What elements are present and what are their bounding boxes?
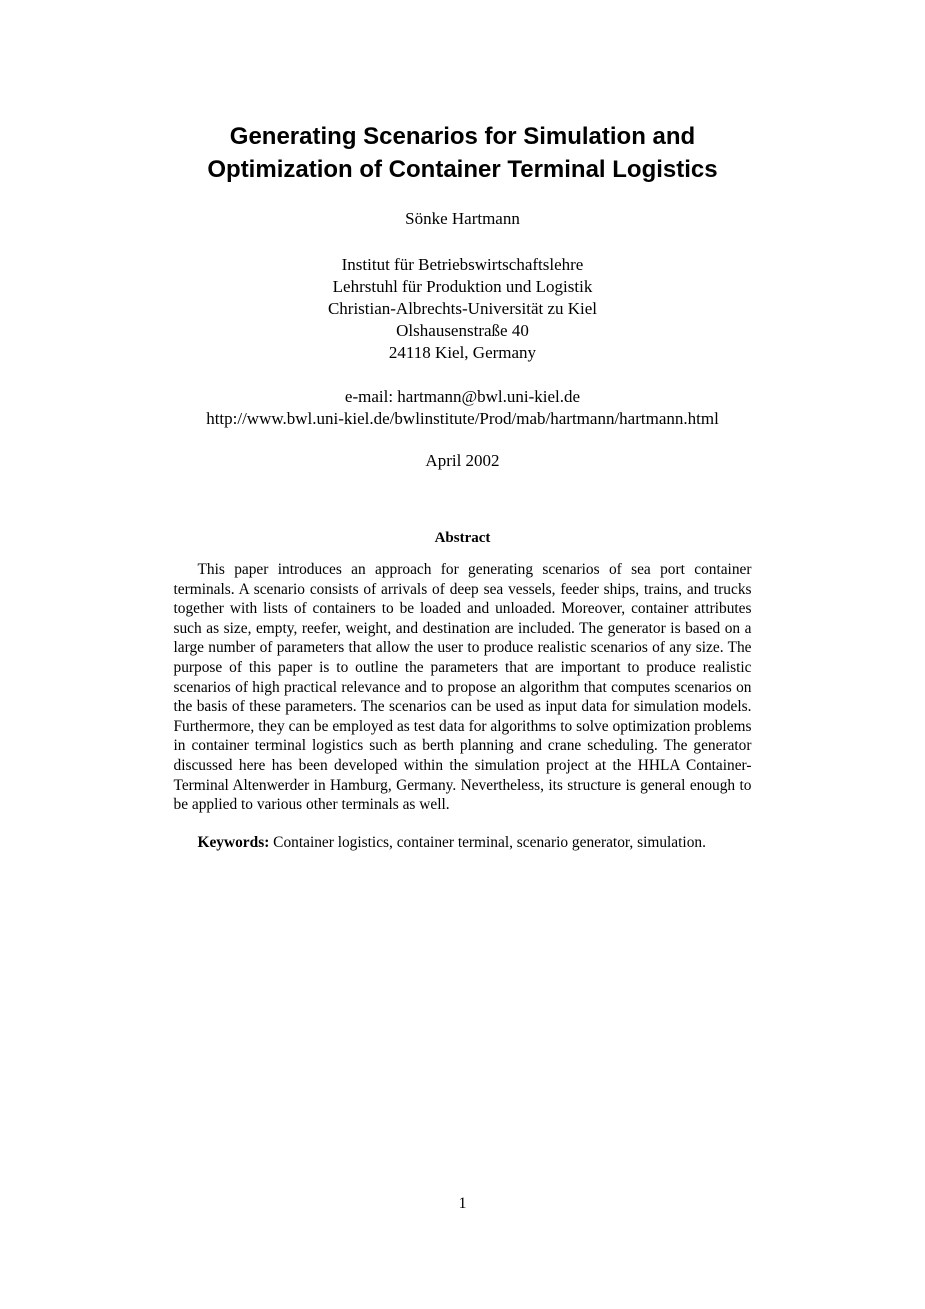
keywords-line (174, 833, 752, 853)
paper-title-line-2: Optimization of Container Terminal Logistics (207, 156, 718, 183)
contact-email: e-mail: hartmann@bwl.uni-kiel.de (344, 387, 581, 406)
keywords-label: Keywords: (197, 833, 270, 851)
affiliation-city: 24118 Kiel, Germany (388, 343, 537, 362)
contact-block (0, 386, 925, 430)
affiliation-chair: Lehrstuhl für Produktion und Logistik (332, 277, 593, 296)
affiliation-block (0, 254, 925, 364)
abstract-heading: Abstract (434, 530, 491, 546)
keywords-text: Container logistics, container terminal, scenario generator, simulation. (269, 833, 706, 851)
page-number: 1 (458, 1195, 467, 1212)
abstract-text: This paper introduces an approach for generating scenarios of sea port container terminals. A scenario consists of arrivals of deep sea vessels, feeder ships, trains, and trucks together with lists of containers to be loaded and unloaded. Moreover, container attributes such as size, empty, reefer, weight, and destination are included. The generator is based on a large number of parameters that allow the user to produce realistic scenarios of any size. The purpose of this paper is to outline the parameters that are important to produce realistic scenarios of high practical relevance and to propose an algorithm that computes scenarios on the basis of these parameters. The scenarios can be used as input data for simulation models. Furthermore, they can be employed as test data for algorithms to solve optimization problems in container terminal logistics such as berth planning and crane scheduling. The generator discussed here has been developed within the simulation project at the HHLA Container-Terminal Altenwerder in Hamburg, Germany. Nevertheless, its structure is general enough to be applied to various other terminals as well. (173, 561, 752, 814)
paper-title-line-1: Generating Scenarios for Simulation and (229, 123, 696, 150)
paper-date: April 2002 (425, 451, 500, 470)
affiliation-university: Christian-Albrechts-Universität zu Kiel (327, 299, 598, 318)
paper-title (0, 0, 925, 186)
affiliation-institute: Institut für Betriebswirtschaftslehre (341, 255, 584, 274)
contact-url: http://www.bwl.uni-kiel.de/bwlinstitute/Prod/mab/hartmann/hartmann.html (206, 409, 719, 428)
affiliation-street: Olshausenstraße 40 (396, 321, 529, 340)
author-name: Sönke Hartmann (405, 209, 520, 228)
abstract-section (174, 528, 752, 852)
